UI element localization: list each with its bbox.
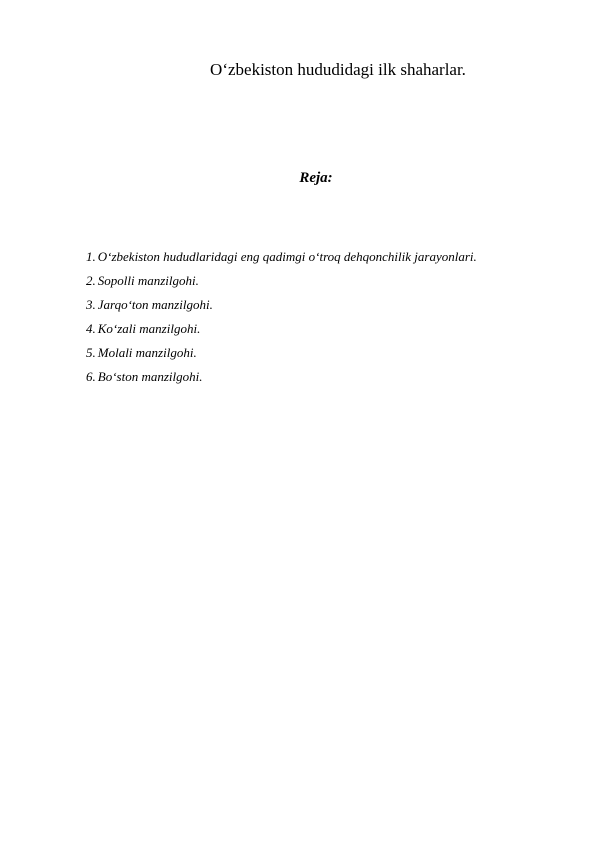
plan-list — [86, 245, 526, 389]
plan-item-number: 1. — [86, 249, 96, 264]
plan-item-2 — [86, 269, 526, 293]
plan-item-text: Jarqo‘ton manzilgohi. — [97, 297, 213, 312]
plan-item-5 — [86, 341, 526, 365]
plan-heading: Reja: — [299, 170, 333, 186]
plan-item-text: Molali manzilgohi. — [97, 345, 197, 360]
plan-item-4 — [86, 317, 526, 341]
plan-item-1 — [86, 245, 526, 269]
plan-item-3 — [86, 293, 526, 317]
document-title: O‘zbekiston hududidagi ilk shaharlar. — [210, 60, 466, 79]
plan-item-number: 2. — [86, 273, 96, 288]
plan-item-number: 4. — [86, 321, 96, 336]
plan-item-number: 5. — [86, 345, 96, 360]
plan-item-number: 3. — [86, 297, 96, 312]
plan-item-text: Sopolli manzilgohi. — [97, 273, 199, 288]
plan-item-text: Bo‘ston manzilgohi. — [97, 369, 203, 384]
plan-item-number: 6. — [86, 369, 96, 384]
plan-item-text: Ko‘zali manzilgohi. — [97, 321, 201, 336]
plan-item-text: O‘zbekiston hududlaridagi eng qadimgi o‘troq dehqonchilik jarayonlari. — [97, 249, 477, 264]
plan-item-6 — [86, 365, 526, 389]
